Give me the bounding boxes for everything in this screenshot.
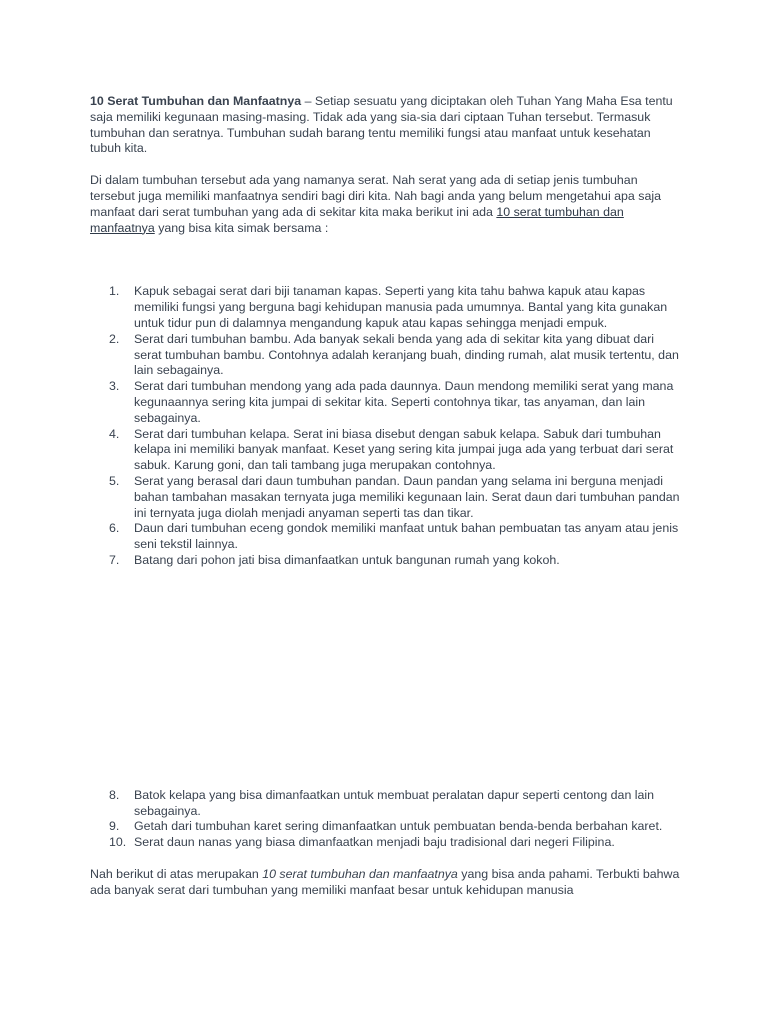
list-item	[90, 332, 680, 379]
list-text: Batang dari pohon jati bisa dimanfaatkan untuk bangunan rumah yang kokoh.	[134, 552, 560, 567]
list-item	[90, 284, 680, 331]
article-title: 10 Serat Tumbuhan dan Manfaatnya	[90, 94, 302, 108]
list-item	[90, 553, 680, 569]
para2-text-after: yang bisa kita simak bersama :	[154, 220, 329, 235]
list-item	[90, 521, 680, 553]
closing-text-after: yang bisa anda pahami. Terbukti bahwa ada banyak serat dari tumbuhan yang memiliki manfaat besar untuk kehidupan manusia	[90, 866, 680, 897]
closing-emphasis: 10 serat tumbuhan dan manfaatnya	[262, 866, 458, 881]
list-text: Serat dari tumbuhan kelapa. Serat ini biasa disebut dengan sabuk kelapa. Sabuk dari tumbuhan kelapa ini memiliki banyak manfaat. Keset yang sering kita jumpai juga ada yang terbuat dari serat sabuk. Karung goni, dan tali tambang juga merupakan contohnya.	[134, 426, 674, 473]
list-number: 8.	[109, 787, 120, 802]
fiber-list-part-1	[90, 284, 680, 568]
list-item	[90, 427, 680, 474]
list-text: Kapuk sebagai serat dari biji tanaman kapas. Seperti yang kita tahu bahwa kapuk atau kapas memiliki fungsi yang berguna bagi kehidupan manusia pada umumnya. Bantal yang kita gunakan untuk tidur pun di dalamnya mengandung kapuk atau kapas sehingga menjadi empuk.	[134, 284, 668, 330]
list-number: 1.	[109, 284, 120, 299]
list-item	[90, 835, 680, 851]
list-item	[90, 819, 680, 835]
list-text: Serat dari tumbuhan mendong yang ada pada daunnya. Daun mendong memiliki serat yang mana kegunaannya sering kita jumpai di sekitar kita. Seperti contohnya tikar, tas anyaman, dan lain sebagainya.	[134, 379, 674, 425]
list-number: 2.	[109, 331, 120, 346]
list-text: Serat dari tumbuhan bambu. Ada banyak sekali benda yang ada di sekitar kita yang dibuat dari serat tumbuhan bambu. Contohnya adalah keranjang buah, dinding rumah, alat musik tertentu, dan lain sebagainya.	[134, 331, 679, 378]
closing-text-before: Nah berikut di atas merupakan	[90, 866, 263, 881]
second-paragraph	[90, 173, 680, 236]
closing-paragraph	[90, 867, 680, 899]
intro-paragraph	[90, 94, 680, 157]
list-text: Daun dari tumbuhan eceng gondok memiliki manfaat untuk bahan pembuatan tas anyam atau jenis seni tekstil lainnya.	[134, 521, 679, 552]
list-text: Batok kelapa yang bisa dimanfaatkan untuk membuat peralatan dapur seperti centong dan lain sebagainya.	[134, 787, 655, 818]
list-number: 6.	[109, 521, 120, 536]
article-link[interactable]: 10 serat tumbuhan dan manfaatnya	[90, 204, 624, 235]
para2-text-before: Di dalam tumbuhan tersebut ada yang namanya serat. Nah serat yang ada di setiap jenis tumbuhan tersebut juga memiliki manfaatnya sendiri bagi diri kita. Nah bagi anda yang belum mengetahui apa saja manfaat dari serat tumbuhan yang ada di sekitar kita maka berikut ini ada	[90, 173, 661, 219]
list-number: 10.	[109, 835, 127, 850]
list-number: 3.	[109, 379, 120, 394]
list-item	[90, 379, 680, 426]
list-number: 5.	[109, 473, 120, 488]
list-number: 7.	[109, 552, 120, 567]
list-text: Serat daun nanas yang biasa dimanfaatkan menjadi baju tradisional dari negeri Filipina.	[134, 835, 615, 850]
document-page	[90, 94, 680, 899]
fiber-list-part-2	[90, 788, 680, 851]
list-number: 9.	[109, 819, 120, 834]
list-item	[90, 788, 680, 820]
list-number: 4.	[109, 426, 120, 441]
list-text: Getah dari tumbuhan karet sering dimanfaatkan untuk pembuatan benda-benda berbahan karet.	[134, 819, 663, 834]
list-text: Serat yang berasal dari daun tumbuhan pandan. Daun pandan yang selama ini berguna menjadi bahan tambahan masakan ternyata juga memiliki kegunaan lain. Serat daun dari tumbuhan pandan ini ternyata juga diolah menjadi anyaman seperti tas dan tikar.	[134, 473, 680, 520]
intro-text: – Setiap sesuatu yang diciptakan oleh Tuhan Yang Maha Esa tentu saja memiliki kegunaan masing-masing. Tidak ada yang sia-sia dari ciptaan Tuhan tersebut. Termasuk tumbuhan dan seratnya. Tumbuhan sudah barang tentu memiliki fungsi atau manfaat untuk kesehatan tubuh kita.	[90, 94, 673, 156]
list-item	[90, 474, 680, 521]
